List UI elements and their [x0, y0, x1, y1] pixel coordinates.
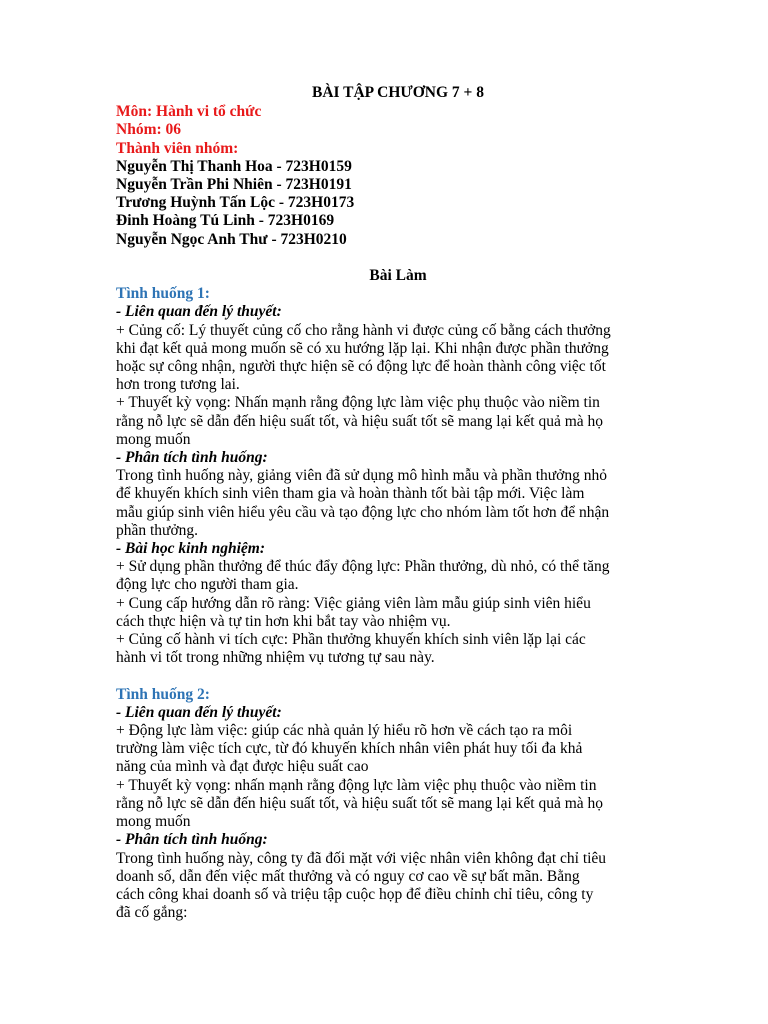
member-item: Nguyễn Ngọc Anh Thư - 723H0210 [116, 230, 347, 248]
case-2-heading: Tình huống 2: [116, 685, 210, 703]
group-line: Nhóm: 06 [116, 121, 182, 139]
case-2-theory-label: - Liên quan đến lý thuyết: [116, 703, 282, 721]
paragraph-line: rằng nỗ lực sẽ dẫn đến hiệu suất tốt, và hiệu suất tốt sẽ mang lại kết quả mà họ [116, 412, 604, 430]
case-1-heading: Tình huống 1: [116, 285, 210, 303]
paragraph-line: cách công khai doanh số và triệu tập cuộc họp để điều chỉnh chỉ tiêu, công ty [116, 885, 594, 903]
paragraph-line: động lực cho người tham gia. [116, 576, 299, 594]
paragraph-line: + Củng cố hành vi tích cực: Phần thưởng khuyến khích sinh viên lặp lại các [116, 631, 586, 649]
paragraph-line: khi đạt kết quả mong muốn sẽ có xu hướng lặp lại. Khi nhận được phần thưởng [116, 339, 609, 357]
paragraph-line: hoặc sự công nhận, người thực hiện sẽ có động lực để hoàn thành công việc tốt [116, 358, 606, 376]
document-title: BÀI TẬP CHƯƠNG 7 + 8 [311, 84, 485, 101]
case-1-lesson-label: - Bài học kinh nghiệm: [116, 540, 265, 558]
paragraph-line: Trong tình huống này, giảng viên đã sử dụng mô hình mẫu và phần thưởng nhỏ [116, 467, 607, 485]
paragraph-line: rằng nỗ lực sẽ dẫn đến hiệu suất tốt, và hiệu suất tốt sẽ mang lại kết quả mà họ [116, 794, 604, 812]
member-item: Trương Huỳnh Tấn Lộc - 723H0173 [116, 194, 355, 212]
members-label: Thành viên nhóm: [116, 139, 239, 157]
paragraph-line: doanh số, dẫn đến việc mất thưởng và có nguy cơ cao về sự bất mãn. Bằng [116, 867, 580, 885]
case-2-analysis-label: - Phân tích tình huống: [116, 831, 268, 849]
section-title: Bài Làm [369, 267, 427, 285]
spacer [116, 667, 680, 685]
paragraph-line: mẫu giúp sinh viên hiểu yêu cầu và tạo động lực cho nhóm làm tốt hơn để nhận [116, 503, 610, 521]
paragraph-line: trường làm việc tích cực, từ đó khuyến khích nhân viên phát huy tối đa khả [116, 740, 583, 758]
paragraph-line: + Cung cấp hướng dẫn rõ ràng: Việc giảng viên làm mẫu giúp sinh viên hiểu [116, 594, 591, 612]
paragraph-line: mong muốn [116, 430, 191, 448]
paragraph-line: + Thuyết kỳ vọng: nhấn mạnh rằng động lực làm việc phụ thuộc vào niềm tin [116, 776, 597, 794]
member-list [116, 158, 680, 249]
paragraph-line: + Thuyết kỳ vọng: Nhấn mạnh rằng động lực làm việc phụ thuộc vào niềm tin [116, 394, 600, 412]
paragraph-line: hành vi tốt trong những nhiệm vụ tương tự sau này. [116, 649, 435, 667]
case-1-theory-label: - Liên quan đến lý thuyết: [116, 303, 282, 321]
paragraph-line: để khuyến khích sinh viên tham gia và hoàn thành tốt bài tập mới. Việc làm [116, 485, 585, 503]
member-item: Nguyễn Trần Phi Nhiên - 723H0191 [116, 176, 352, 194]
paragraph-line: phần thưởng. [116, 521, 199, 539]
spacer [116, 249, 680, 267]
case-1-analysis-label: - Phân tích tình huống: [116, 449, 268, 467]
case-1 [116, 285, 680, 667]
paragraph-line: + Động lực làm việc: giúp các nhà quản lý hiểu rõ hơn về cách tạo ra môi [116, 722, 573, 740]
paragraph-line: cách thực hiện và tự tin hơn khi bắt tay vào nhiệm vụ. [116, 612, 451, 630]
paragraph-line: năng của mình và đạt được hiệu suất cao [116, 758, 369, 776]
paragraph-line: + Sử dụng phần thưởng để thúc đẩy động lực: Phần thưởng, dù nhỏ, có thể tăng [116, 558, 610, 576]
case-2 [116, 686, 680, 923]
member-item: Đinh Hoàng Tú Linh - 723H0169 [116, 212, 335, 230]
subject-line: Môn: Hành vi tổ chức [116, 103, 262, 121]
paragraph-line: + Củng cố: Lý thuyết củng cố cho rằng hành vi được củng cố bằng cách thưởng [116, 321, 611, 339]
paragraph-line: đã cố gắng: [116, 904, 188, 922]
paragraph-line: mong muốn [116, 813, 191, 831]
paragraph-line: Trong tình huống này, công ty đã đối mặt với việc nhân viên không đạt chỉ tiêu [116, 849, 607, 867]
paragraph-line: hơn trong tương lai. [116, 376, 240, 394]
member-item: Nguyễn Thị Thanh Hoa - 723H0159 [116, 157, 352, 175]
